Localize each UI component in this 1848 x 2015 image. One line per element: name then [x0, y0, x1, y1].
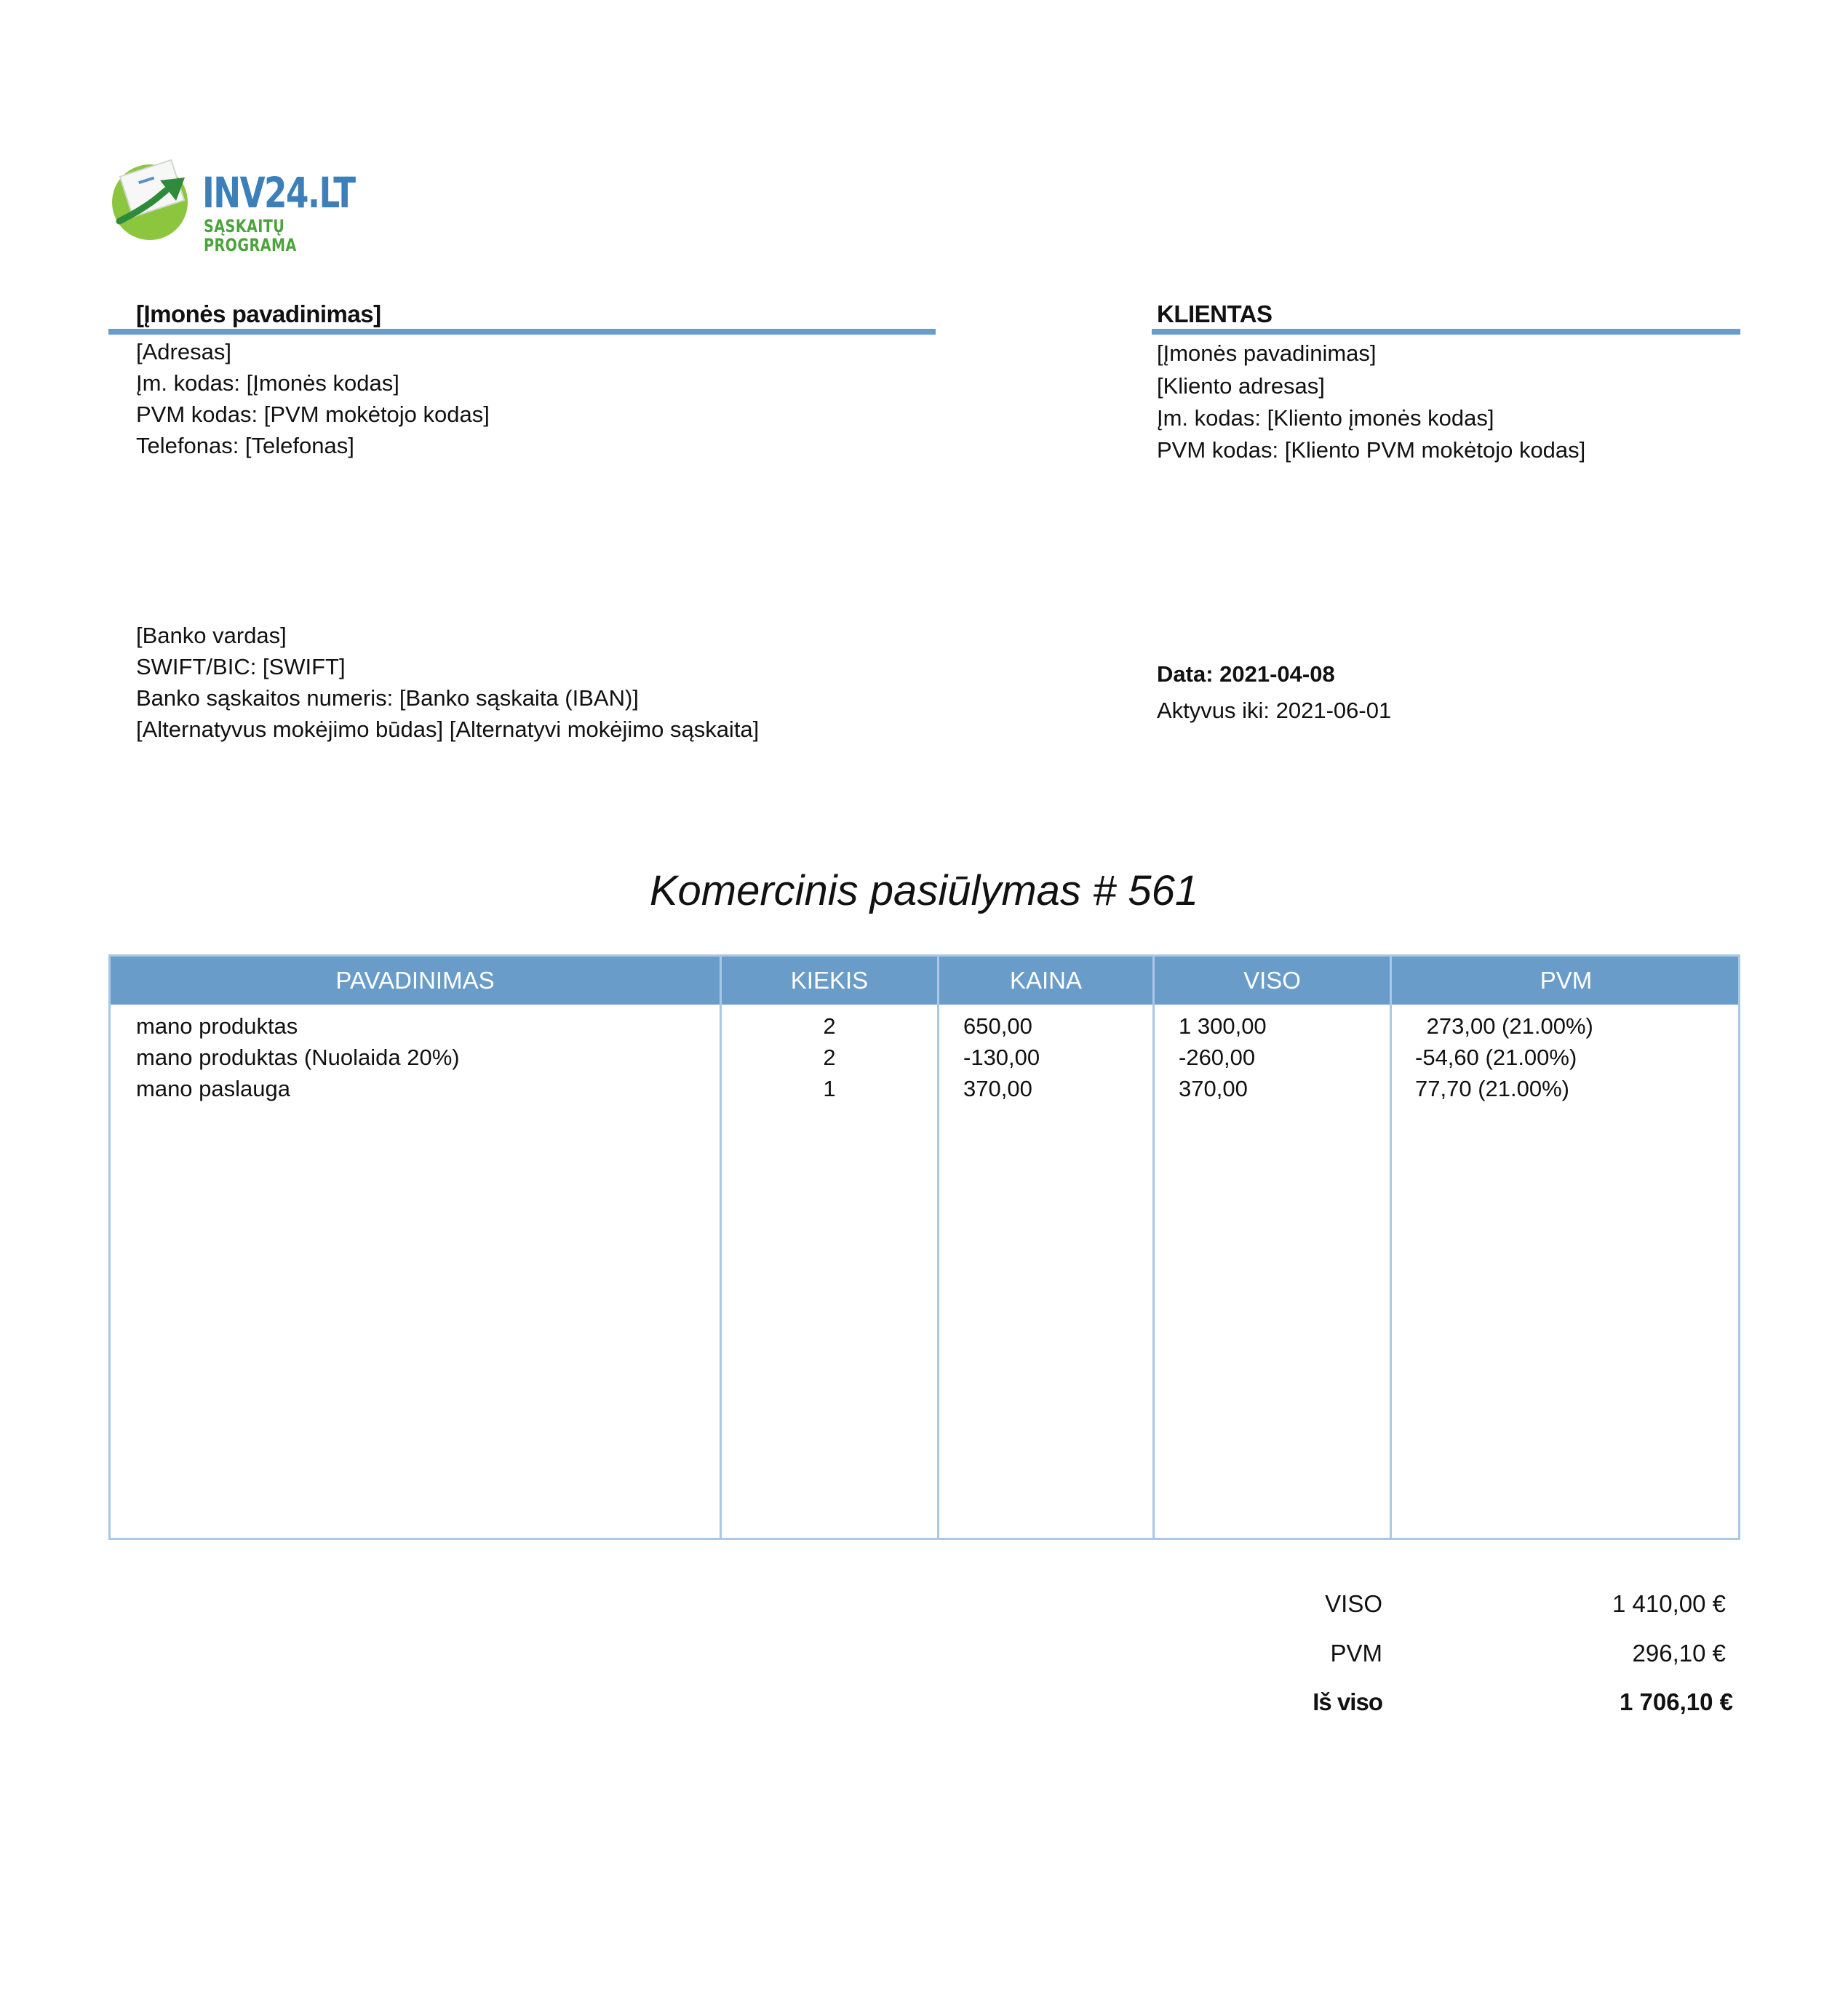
client-vat-code: PVM kodas: [Kliento PVM mokėtojo kodas]	[1157, 437, 1586, 463]
client-address: [Kliento adresas]	[1157, 373, 1325, 399]
column-header-quantity: KIEKIS	[790, 967, 869, 994]
seller-name: [Įmonės pavadinimas]	[136, 300, 381, 327]
logo-brand-text: INV24.LT	[202, 168, 355, 218]
table-row-total: 1 300,00	[1179, 1013, 1267, 1039]
table-row-vat: 273,00 (21.00%)	[1420, 1013, 1593, 1039]
column-divider	[1152, 957, 1155, 1538]
table-row-quantity: 2	[823, 1045, 836, 1070]
valid-until-date: Aktyvus iki: 2021-06-01	[1157, 698, 1392, 723]
client-details	[1157, 336, 1585, 466]
seller-block	[136, 298, 381, 330]
table-row-total: -260,00	[1179, 1045, 1256, 1070]
logo-mark-icon	[109, 159, 196, 240]
document-date: Data: 2021-04-08	[1157, 661, 1335, 687]
column-header-name: PAVADINIMAS	[335, 967, 495, 994]
subtotal-value: 1 410,00 €	[1612, 1590, 1726, 1617]
grand-total-label: Iš viso	[1313, 1688, 1382, 1715]
table-row-price: -130,00	[963, 1045, 1040, 1070]
table-row-name: mano produktas	[136, 1013, 298, 1039]
bank-alternative-payment: [Alternatyvus mokėjimo būdas] [Alternatyvi mokėjimo sąskaita]	[136, 717, 760, 742]
bank-details	[136, 620, 759, 745]
table-row-total: 370,00	[1179, 1076, 1248, 1101]
seller-company-code: Įm. kodas: [Įmonės kodas]	[136, 370, 399, 396]
column-divider	[937, 957, 939, 1538]
table-row-name: mano produktas (Nuolaida 20%)	[136, 1045, 460, 1070]
seller-phone: Telefonas: [Telefonas]	[136, 433, 354, 458]
seller-address: [Adresas]	[136, 339, 231, 364]
subtotal-label: VISO	[1325, 1590, 1382, 1617]
client-company-name: [Įmonės pavadinimas]	[1157, 340, 1377, 366]
column-header-price: KAINA	[1009, 967, 1083, 994]
dates-block	[1157, 656, 1391, 729]
seller-header-rule	[108, 329, 936, 335]
document-title: Komercinis pasiūlymas # 561	[649, 867, 1199, 914]
logo-subtitle: SĄSKAITŲ PROGRAMA	[204, 216, 297, 255]
bank-swift: SWIFT/BIC: [SWIFT]	[136, 654, 346, 679]
table-row-vat: 77,70 (21.00%)	[1415, 1076, 1569, 1101]
vat-total-value: 296,10 €	[1632, 1640, 1726, 1667]
seller-details	[136, 336, 490, 461]
vat-total-label: PVM	[1330, 1640, 1382, 1667]
bank-account-number: Banko sąskaitos numeris: [Banko sąskaita (IBAN)]	[136, 685, 639, 711]
client-company-code: Įm. kodas: [Kliento įmonės kodas]	[1157, 405, 1494, 431]
client-block	[1157, 298, 1273, 330]
grand-total-value: 1 706,10 €	[1620, 1688, 1733, 1715]
table-row-vat: -54,60 (21.00%)	[1415, 1045, 1577, 1070]
table-row-quantity: 1	[823, 1076, 836, 1101]
items-table	[108, 954, 1740, 1540]
seller-vat-code: PVM kodas: [PVM mokėtojo kodas]	[136, 402, 490, 427]
column-divider	[1390, 957, 1392, 1538]
column-header-vat: PVM	[1540, 967, 1593, 994]
table-row-price: 650,00	[963, 1013, 1032, 1039]
table-row-quantity: 2	[823, 1013, 836, 1039]
column-header-total: VISO	[1243, 967, 1301, 994]
table-row-price: 370,00	[963, 1076, 1032, 1101]
client-header-rule	[1152, 329, 1740, 335]
bank-name: [Banko vardas]	[136, 623, 287, 648]
table-row-name: mano paslauga	[136, 1076, 290, 1101]
client-heading: KLIENTAS	[1157, 300, 1273, 327]
company-logo	[109, 159, 357, 255]
